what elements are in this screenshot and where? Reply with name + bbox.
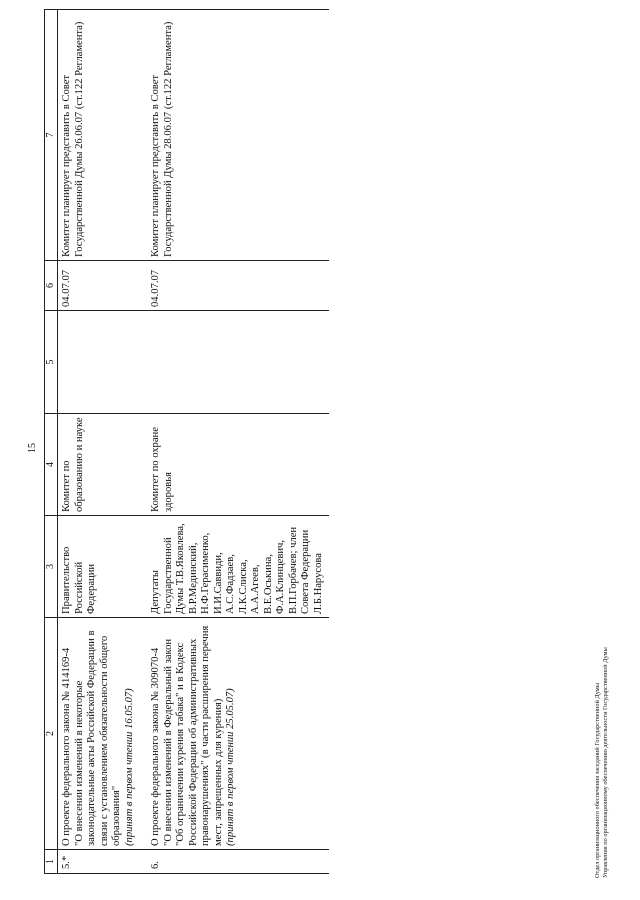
column-5-cell: [58, 311, 141, 414]
first-reading-note: (принят в первом чтении 16.05.07): [123, 688, 135, 846]
row-number: 6.: [140, 850, 329, 874]
bill-number: О проекте федерального закона № 309070-4: [150, 647, 161, 846]
bill-description: [140, 618, 329, 850]
remark: Комитет планирует представить в Совет Государственной Думы 28.06.07 (ст.122 Регламента): [140, 10, 329, 261]
column-header: 4: [45, 414, 58, 516]
bill-number: О проекте федерального закона № 414169-4: [61, 647, 72, 846]
date: 04.07.07: [140, 261, 329, 311]
bills-table: [44, 9, 329, 874]
table-row: [58, 10, 141, 874]
footer-line: Управления по организационному обеспечению деятельности Государственной Думы: [602, 647, 609, 878]
footer-line: Отдел организационного обеспечения заседаний Государственной Думы: [594, 683, 601, 878]
column-header: 5: [45, 311, 58, 414]
bill-description: [58, 618, 141, 850]
column-header: 1: [45, 850, 58, 874]
column-5-cell: [140, 311, 329, 414]
row-number: 5.*: [58, 850, 141, 874]
first-reading-note: (принят в первом чтении 25.05.07): [225, 688, 236, 846]
column-header: 7: [45, 10, 58, 261]
page-number: 15: [27, 443, 38, 453]
remark: Комитет планирует представить в Совет Государственной Думы 26.06.07 (ст.122 Регламента): [58, 10, 141, 261]
bill-title: "О внесении изменений в некоторые законодательные акты Российской Федерации в связи с установлением обязательности общего образования": [73, 630, 122, 846]
column-header: 2: [45, 618, 58, 850]
committee: Комитет по образованию и науке: [58, 414, 141, 516]
column-header: 6: [45, 261, 58, 311]
date: 04.07.07: [58, 261, 141, 311]
table-row: [140, 10, 329, 874]
bill-title: "О внесении изменений в Федеральный закон "Об ограничении курения табака" и в Кодекс Российской Федерации об административных правонарушениях" (в части расширения перечня мест, запрещенных для курения): [162, 625, 224, 846]
column-number-row: [45, 10, 58, 874]
initiator: Правительство Российской Федерации: [58, 516, 141, 618]
initiator: Депутаты Государственной Думы Т.В.Яковлева, В.Р.Мединский, Н.Ф.Герасименко, И.И.Саввиди, А.С.Фадзаев, Л.К.Слиска, А.А.Агеев, В.Е.Оськина, Ф.А.Клинцевич, В.П.Горбачев; член Совета Федерации Л.Б.Нарусова: [140, 516, 329, 618]
column-header: 3: [45, 516, 58, 618]
committee: Комитет по охране здоровья: [140, 414, 329, 516]
footer: [594, 647, 610, 878]
